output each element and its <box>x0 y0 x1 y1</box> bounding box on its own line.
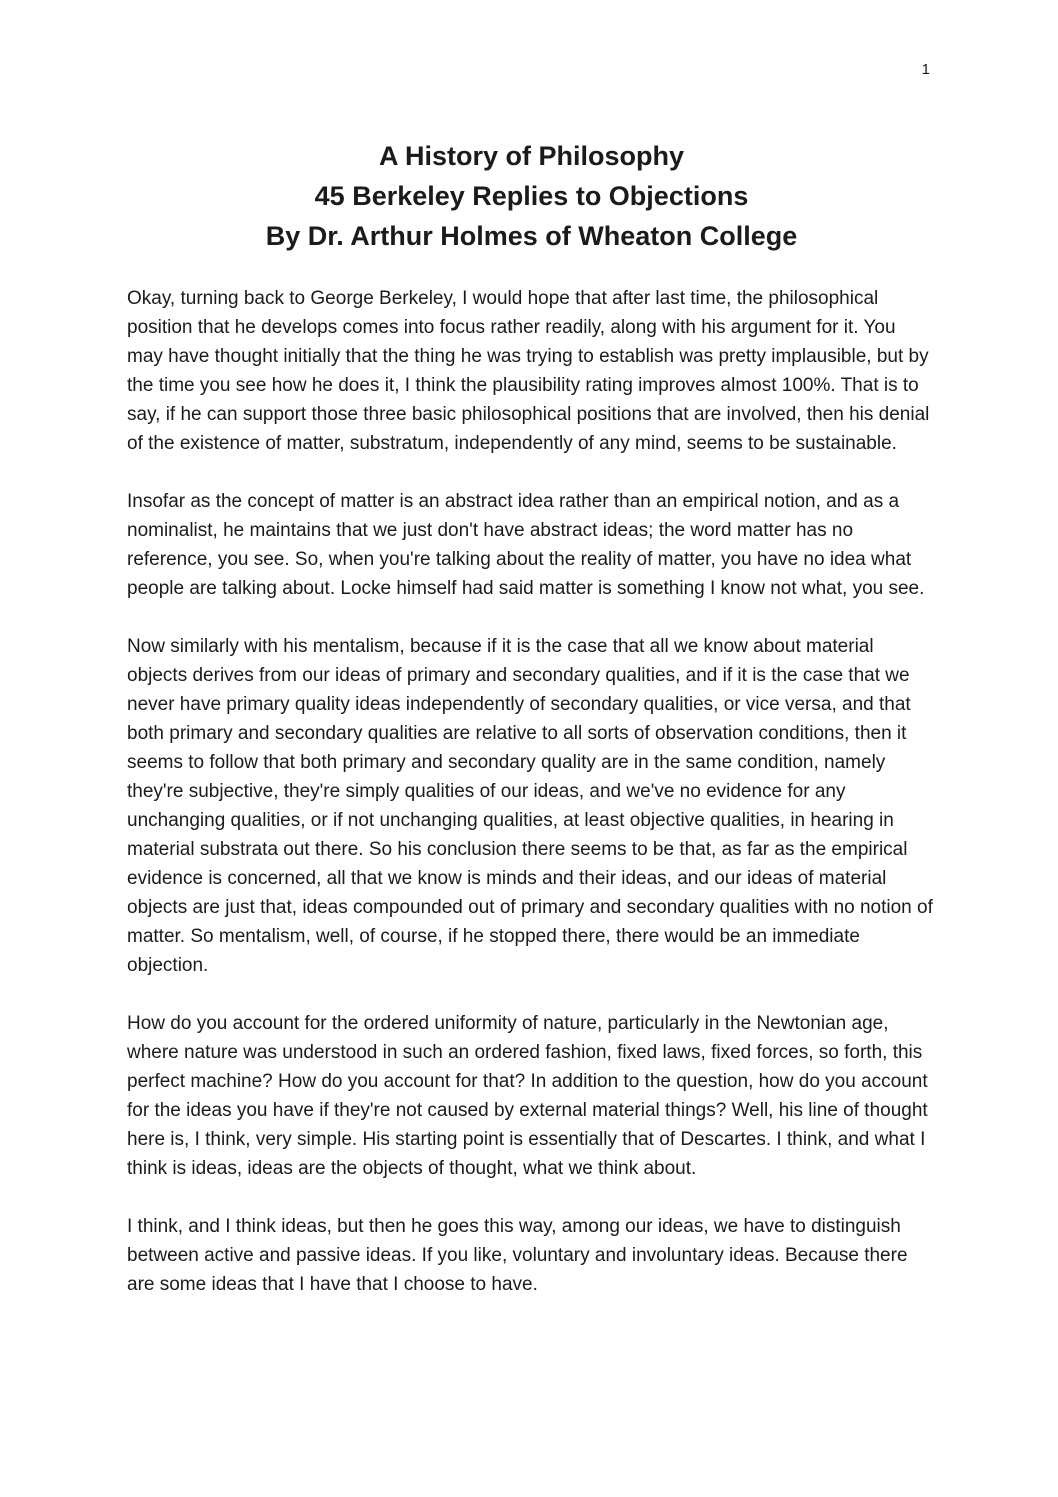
document-title <box>127 136 936 256</box>
paragraph: Now similarly with his mentalism, because if it is the case that all we know about material objects derives from our ideas of primary and secondary qualities, and if it is the case that we never have primary quality ideas independently of secondary qualities, or vice versa, and that both primary and secondary qualities are relative to all sorts of observation conditions, then it seems to follow that both primary and secondary quality are in the same condition, namely they're subjective, they're simply qualities of our ideas, and we've no evidence for any unchanging qualities, or if not unchanging qualities, at least objective qualities, in hearing in material substrata out there. So his conclusion there seems to be that, as far as the empirical evidence is concerned, all that we know is minds and their ideas, and our ideas of material objects are just that, ideas compounded out of primary and secondary qualities with no notion of matter. So mentalism, well, of course, if he stopped there, there would be an immediate objection. <box>127 636 933 976</box>
body-text <box>127 284 936 1299</box>
title-line-3: By Dr. Arthur Holmes of Wheaton College <box>265 221 798 251</box>
paragraph: How do you account for the ordered uniformity of nature, particularly in the Newtonian age, where nature was understood in such an ordered fashion, fixed laws, fixed forces, so forth, this perfect machine? How do you account for that? In addition to the question, how do you account for the ideas you have if they're not caused by external material things? Well, his line of thought here is, I think, very simple. His starting point is essentially that of Descartes. I think, and what I think is ideas, ideas are the objects of thought, what we think about. <box>127 1013 928 1179</box>
paragraph: I think, and I think ideas, but then he goes this way, among our ideas, we have to distinguish between active and passive ideas. If you like, voluntary and involuntary ideas. Because there are some ideas that I have that I choose to have. <box>127 1216 908 1295</box>
title-line-2: 45 Berkeley Replies to Objections <box>314 181 749 211</box>
paragraph: Okay, turning back to George Berkeley, I would hope that after last time, the philosophical position that he develops comes into focus rather readily, along with his argument for it. You may have thought initially that the thing he was trying to establish was pretty implausible, but by the time you see how he does it, I think the plausibility rating improves almost 100%. That is to say, if he can support those three basic philosophical positions that are involved, then his denial of the existence of matter, substratum, independently of any mind, seems to be sustainable. <box>127 288 930 454</box>
title-line-1: A History of Philosophy <box>378 141 684 171</box>
page-number: 1 <box>921 61 930 78</box>
paragraph: Insofar as the concept of matter is an abstract idea rather than an empirical notion, and as a nominalist, he maintains that we just don't have abstract ideas; the word matter has no reference, you see. So, when you're talking about the reality of matter, you have no idea what people are talking about. Locke himself had said matter is something I know not what, you see. <box>127 491 925 599</box>
